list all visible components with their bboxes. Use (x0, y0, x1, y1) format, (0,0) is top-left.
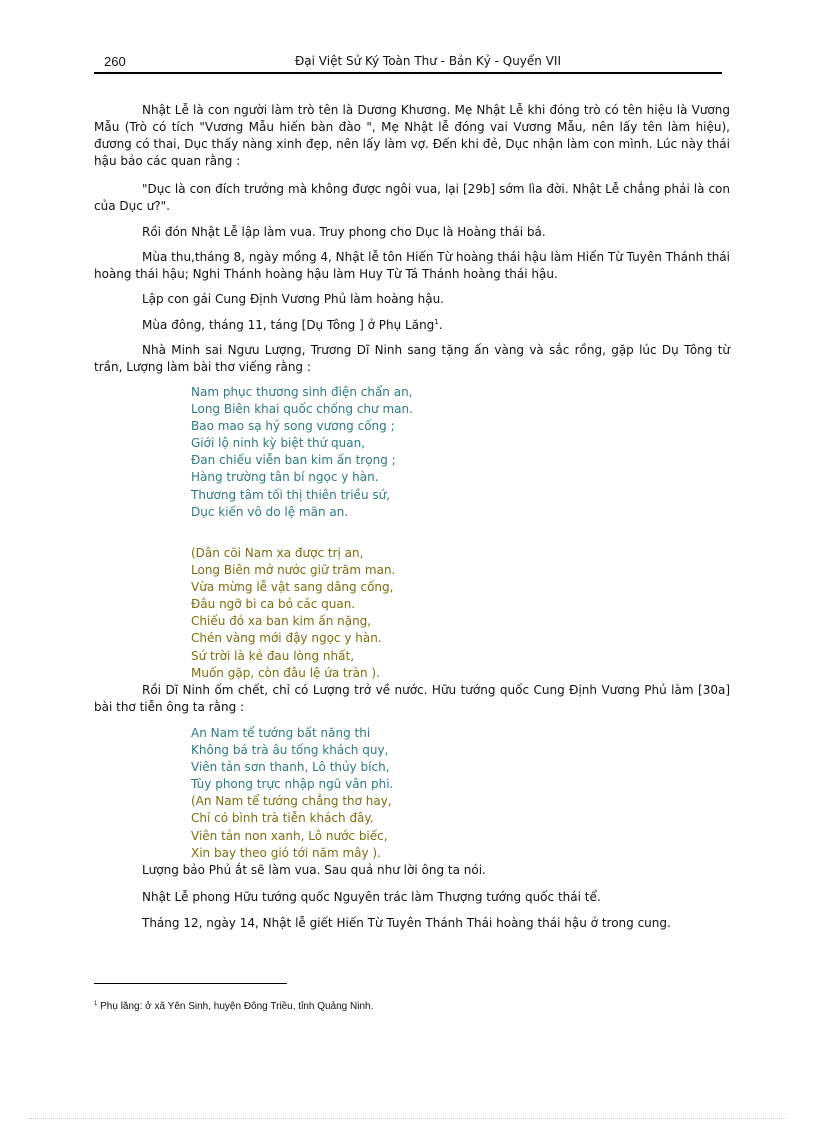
footnote-text: Phụ lăng: ở xã Yên Sinh, huyện Đông Triều, tỉnh Quảng Ninh. (100, 1001, 374, 1012)
poem-1-original (191, 384, 611, 521)
poem-line: Tùy phong trực nhập ngũ vân phi. (191, 777, 394, 792)
page-bottom-edge (30, 1118, 786, 1119)
paragraph-2: "Dục là con đích trưởng mà không được ngôi vua, lại [29b] sớm lìa đời. Nhật Lễ chẳng phải là con của Dục ư?". (94, 182, 730, 213)
poem-line: Xin bay theo gió tới năm mây ). (191, 845, 381, 860)
paragraph-5: Lập con gái Cung Định Vương Phủ làm hoàng hậu. (142, 292, 444, 306)
poem-2-original (191, 725, 611, 793)
poem-line: Thương tâm tối thị thiên triều sứ, (191, 487, 391, 502)
poem-line: Muốn gặp, còn đâu lệ ứa tràn ). (191, 665, 380, 680)
poem-line: Sứ trời là kẻ đau lòng nhất, (191, 648, 355, 663)
poem-line: Đâu ngỡ bi ca bỏ các quan. (191, 597, 356, 612)
poem-line: Viên tản non xanh, Lô nước biếc, (191, 828, 388, 843)
page-number: 260 (104, 54, 126, 69)
poem-line: Long Biên khai quốc chống chư man. (191, 402, 413, 417)
poem-line: Long Biên mở nước giữ trăm man. (191, 563, 396, 578)
poem-line: Đan chiếu viễn ban kim ấn trọng ; (191, 453, 396, 468)
running-title: Đại Việt Sử Ký Toàn Thư - Bản Kỷ - Quyển VII (294, 54, 561, 68)
paragraph-1: Nhật Lễ là con người làm trò tên là Dương Khương. Mẹ Nhật Lễ khi đóng trò có tên hiệu là Vương Mẫu (Trò có tích "Vương Mẫu hiến bàn đào ", Mẹ Nhật lễ đóng vai Vương Mẫu, nên lấy tên làm hiệu), đương có thai, Dục thấy nàng xinh đẹp, nên lấy làm vợ. Đến khi đẻ, Dục nhận làm con mình. Lúc này thái hậu bảo các quan rằng : (94, 103, 730, 168)
footnote (94, 1001, 734, 1012)
paragraph-8: Rồi Dĩ Ninh ốm chết, chỉ có Lượng trở về nước. Hữu tướng quốc Cung Định Vương Phủ làm [30a] bài thơ tiễn ông ta rằng : (94, 683, 730, 714)
poem-1-translation (191, 545, 611, 682)
poem-line: Chén vàng mới đậy ngọc y hàn. (191, 631, 382, 646)
poem-line: Viên tản sơn thanh, Lô thủy bích, (191, 760, 390, 775)
poem-line: Không bá trà âu tống khách quy, (191, 743, 389, 758)
footnote-marker[interactable]: 1 (434, 318, 439, 326)
poem-2-translation (191, 793, 611, 861)
footnote-number: 1 (94, 1001, 98, 1007)
poem-line: Vừa mừng lễ vật sang dâng cống, (191, 580, 394, 595)
poem-line: An Nam tể tướng bất năng thi (191, 726, 371, 740)
paragraph-6: Mùa đông, tháng 11, táng [Dụ Tông ] ở Phụ Lăng$^1$. (142, 318, 443, 332)
poem-line: Chỉ có bình trà tiễn khách đây. (191, 811, 374, 826)
poem-line: Chiếu đỏ xa ban kim ấn nặng, (191, 614, 372, 629)
poem-line: Dục kiến vô do lệ mãn an. (191, 504, 349, 519)
poem-line: (Dân cõi Nam xa được trị an, (191, 546, 364, 560)
poem-line: Hàng trường tân bí ngọc y hàn. (191, 470, 379, 485)
paragraph-4: Mùa thu,tháng 8, ngày mồng 4, Nhật lễ tôn Hiến Từ hoàng thái hậu làm Hiến Từ Tuyên Thánh thái hoàng thái hậu; Nghi Thánh hoàng hậu làm Huy Từ Tá Thánh hoàng thái hậu. (94, 250, 730, 281)
poem-line: (An Nam tể tướng chẳng thơ hay, (191, 794, 392, 809)
paragraph-10: Nhật Lễ phong Hữu tướng quốc Nguyên trác làm Thượng tướng quốc thái tể. (142, 890, 601, 904)
paragraph-3: Rồi đón Nhật Lễ lập làm vua. Truy phong cho Dục là Hoàng thái bá. (142, 225, 546, 239)
footnote-separator (94, 983, 287, 984)
page-header (94, 52, 722, 74)
paragraph-6-text: Mùa đông, tháng 11, táng [Dụ Tông ] ở Phụ Lăng (142, 318, 435, 332)
paragraph-11: Tháng 12, ngày 14, Nhật lễ giết Hiến Từ Tuyên Thánh Thái hoàng thái hậu ở trong cung. (142, 916, 671, 930)
poem-line: Bao mao sạ hỷ song vương cống ; (191, 419, 395, 434)
paragraph-7: Nhà Minh sai Ngưu Lượng, Trương Dĩ Ninh sang tặng ấn vàng và sắc rồng, gặp lúc Dụ Tông từ trần, Lượng làm bài thơ viếng rằng : (94, 343, 730, 374)
poem-line: Giới lộ ninh kỳ biệt thứ quan, (191, 436, 366, 451)
poem-line: Nam phục thương sinh điện chẩn an, (191, 385, 413, 399)
paragraph-9: Lượng bảo Phủ ắt sẽ làm vua. Sau quả như lời ông ta nói. (142, 863, 486, 877)
